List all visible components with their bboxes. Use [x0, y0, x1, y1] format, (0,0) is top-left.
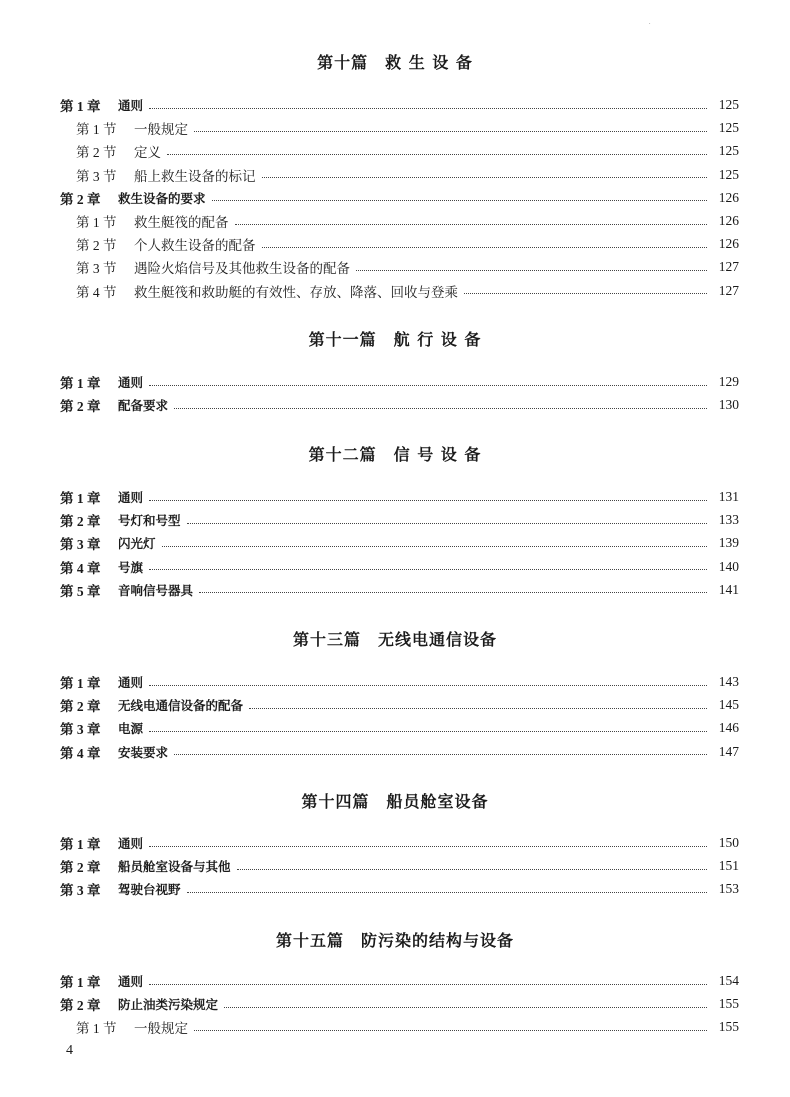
toc-section-entry	[76, 211, 739, 231]
entry-label	[60, 395, 168, 415]
dot-leader	[149, 846, 707, 847]
entry-number: 第 2 章	[60, 860, 101, 876]
entry-title: 配备要求	[118, 398, 169, 414]
dot-leader	[194, 131, 707, 132]
entry-label	[60, 487, 143, 507]
entry-label	[60, 833, 143, 853]
entry-label	[76, 257, 350, 277]
toc-chapter-entry	[60, 580, 739, 600]
entry-number: 第 2 章	[60, 191, 101, 207]
entry-page-number: 125	[718, 143, 739, 159]
entry-number: 第 4 章	[60, 560, 101, 576]
entry-number: 第 1 章	[60, 99, 101, 114]
dot-leader	[174, 408, 707, 409]
dot-leader	[199, 592, 707, 593]
dot-leader	[194, 1030, 707, 1031]
entry-page-number: 155	[718, 1019, 739, 1035]
toc-chapter-entry	[60, 95, 739, 115]
entry-page-number: 154	[718, 973, 739, 988]
dot-leader	[235, 224, 708, 225]
dot-leader	[149, 108, 707, 109]
entry-page-number: 126	[718, 236, 739, 252]
entry-number: 第 3 章	[60, 722, 101, 738]
entry-page-number: 151	[718, 858, 739, 874]
entry-label	[76, 211, 229, 231]
part-title: 第十篇 救 生 设 备	[317, 53, 473, 72]
entry-label	[60, 718, 143, 738]
toc-chapter-entry	[60, 742, 739, 762]
toc-chapter-entry	[60, 372, 739, 392]
dot-leader	[464, 293, 707, 294]
entry-title: 一般规定	[134, 122, 188, 138]
toc-chapter-entry	[60, 533, 739, 553]
entry-page-number: 127	[718, 259, 739, 275]
entry-label	[60, 372, 143, 392]
entry-page-number: 155	[718, 996, 739, 1012]
entry-title: 遇险火焰信号及其他救生设备的配备	[134, 261, 350, 277]
entry-label	[60, 994, 218, 1014]
entry-number: 第 1 章	[60, 837, 101, 852]
entry-page-number: 125	[718, 97, 739, 112]
entry-page-number: 140	[718, 558, 739, 574]
toc-section-entry	[76, 118, 739, 138]
dot-leader	[167, 154, 707, 155]
entry-title: 个人救生设备的配备	[134, 238, 256, 254]
toc-section-entry	[76, 141, 739, 161]
entry-title: 救生设备的要求	[118, 190, 206, 206]
toc-chapter-entry	[60, 672, 739, 692]
toc-chapter-entry	[60, 856, 739, 876]
dot-leader	[187, 523, 707, 524]
toc-section-entry	[76, 281, 739, 301]
entry-label	[60, 695, 243, 715]
dot-leader	[249, 708, 707, 709]
entry-page-number: 131	[718, 489, 739, 504]
dot-leader	[262, 177, 708, 178]
entry-page-number: 147	[718, 743, 739, 759]
entry-title: 通则	[118, 836, 144, 851]
dot-leader	[149, 569, 707, 570]
entry-label	[60, 856, 231, 876]
toc-section-entry	[76, 234, 739, 254]
entry-title: 一般规定	[134, 1021, 188, 1037]
entry-number: 第 3 节	[76, 168, 117, 184]
part-title: 第十五篇 防污染的结构与设备	[275, 931, 514, 950]
entry-label	[76, 141, 161, 161]
toc-chapter-entry	[60, 557, 739, 577]
toc-chapter-entry	[60, 695, 739, 715]
entry-label	[76, 281, 458, 301]
dot-leader	[149, 385, 707, 386]
entry-title: 通则	[118, 490, 144, 505]
entry-title: 救生艇筏和救助艇的有效性、存放、降落、回收与登乘	[134, 284, 458, 300]
entry-page-number: 125	[718, 166, 739, 182]
entry-title: 无线电通信设备的配备	[118, 698, 244, 714]
dot-leader	[212, 200, 707, 201]
entry-title: 防止油类污染规定	[118, 997, 219, 1013]
entry-page-number: 125	[718, 120, 739, 136]
toc-chapter-entry	[60, 718, 739, 738]
dot-leader	[149, 500, 707, 501]
entry-page-number: 126	[718, 213, 739, 228]
entry-title: 船上救生设备的标记	[134, 168, 256, 184]
entry-number: 第 1 章	[60, 676, 101, 691]
entry-page-number: 146	[718, 720, 739, 736]
entry-title: 驾驶台视野	[118, 882, 181, 898]
entry-page-number: 129	[718, 374, 739, 389]
toc-section-entry	[76, 1017, 739, 1037]
entry-label	[60, 971, 143, 991]
entry-label	[76, 1017, 188, 1037]
dot-leader	[149, 685, 707, 686]
entry-number: 第 2 节	[76, 238, 117, 254]
toc-section-entry	[76, 165, 739, 185]
entry-label	[60, 188, 206, 208]
dot-leader	[174, 754, 707, 755]
entry-page-number: 126	[718, 189, 739, 205]
entry-number: 第 2 章	[60, 514, 101, 530]
entry-page-number: 143	[718, 674, 739, 689]
entry-label	[76, 234, 256, 254]
toc-chapter-entry	[60, 833, 739, 853]
dot-leader	[237, 869, 707, 870]
entry-title: 闪光灯	[118, 536, 156, 552]
toc-chapter-entry	[60, 487, 739, 507]
entry-number: 第 1 节	[76, 215, 117, 230]
entry-label	[60, 95, 143, 115]
part-title: 第十三篇 无线电通信设备	[292, 630, 497, 649]
entry-number: 第 1 章	[60, 376, 101, 391]
toc-chapter-entry	[60, 971, 739, 991]
toc-section-entry	[76, 257, 739, 277]
toc-chapter-entry	[60, 510, 739, 530]
entry-number: 第 2 章	[60, 699, 101, 715]
entry-label	[60, 879, 181, 899]
entry-number: 第 4 节	[76, 284, 117, 300]
dot-leader	[224, 1007, 707, 1008]
entry-title: 号旗	[118, 559, 144, 575]
entry-title: 通则	[118, 675, 144, 690]
toc-chapter-entry	[60, 994, 739, 1014]
entry-page-number: 141	[718, 581, 739, 597]
dot-leader	[149, 731, 707, 732]
entry-title: 音响信号器具	[118, 582, 194, 598]
entry-label	[60, 672, 143, 692]
toc-chapter-entry	[60, 188, 739, 208]
entry-label	[60, 742, 168, 762]
page-number: 4	[66, 1043, 73, 1058]
entry-number: 第 1 章	[60, 491, 101, 506]
entry-title: 通则	[118, 974, 144, 989]
entry-page-number: 145	[718, 697, 739, 713]
entry-title: 通则	[118, 375, 144, 390]
entry-label	[60, 510, 181, 530]
entry-number: 第 2 节	[76, 145, 117, 161]
entry-page-number: 130	[718, 397, 739, 413]
entry-title: 定义	[134, 145, 161, 161]
entry-number: 第 5 章	[60, 583, 101, 599]
dot-leader	[262, 247, 708, 248]
dot-leader	[187, 892, 707, 893]
corner-mark: .	[649, 20, 651, 26]
entry-number: 第 2 章	[60, 399, 101, 415]
entry-title: 救生艇筏的配备	[134, 215, 229, 230]
toc-chapter-entry	[60, 879, 739, 899]
entry-number: 第 1 节	[76, 122, 117, 138]
entry-title: 通则	[118, 98, 144, 113]
entry-label	[60, 557, 143, 577]
entry-title: 安装要求	[118, 744, 169, 760]
part-title: 第十二篇 信 号 设 备	[308, 445, 482, 464]
entry-page-number: 150	[718, 835, 739, 850]
entry-number: 第 4 章	[60, 745, 101, 761]
entry-number: 第 3 节	[76, 261, 117, 277]
part-title: 第十一篇 航 行 设 备	[308, 330, 482, 349]
entry-number: 第 2 章	[60, 998, 101, 1014]
entry-title: 号灯和号型	[118, 513, 181, 529]
entry-label	[60, 533, 156, 553]
entry-number: 第 3 章	[60, 537, 101, 553]
entry-number: 第 3 章	[60, 883, 101, 899]
entry-label	[76, 165, 256, 185]
entry-number: 第 1 节	[76, 1021, 117, 1037]
entry-label	[60, 580, 193, 600]
entry-label	[76, 118, 188, 138]
entry-page-number: 127	[718, 282, 739, 298]
entry-page-number: 133	[718, 512, 739, 528]
toc-chapter-entry	[60, 395, 739, 415]
dot-leader	[356, 270, 707, 271]
entry-title: 船员舱室设备与其他	[118, 859, 231, 875]
entry-page-number: 139	[718, 535, 739, 551]
entry-page-number: 153	[718, 881, 739, 897]
dot-leader	[162, 546, 707, 547]
entry-title: 电源	[118, 721, 144, 737]
dot-leader	[149, 984, 707, 985]
entry-number: 第 1 章	[60, 975, 101, 990]
part-title: 第十四篇 船员舱室设备	[301, 792, 489, 811]
